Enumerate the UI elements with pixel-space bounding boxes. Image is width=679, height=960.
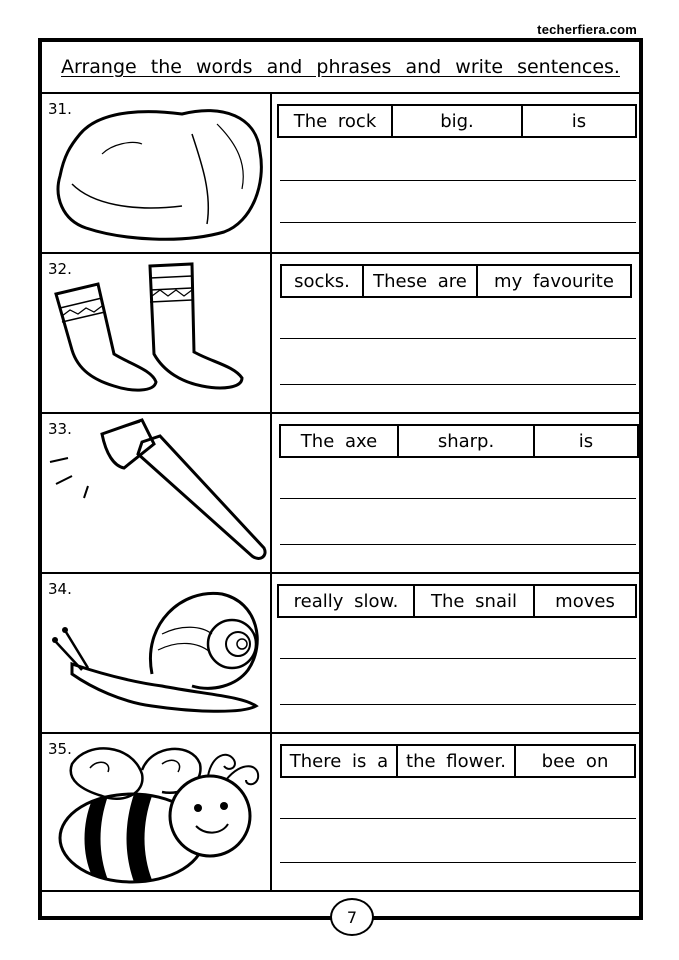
picture-cell bbox=[42, 414, 272, 572]
word-box: socks. bbox=[282, 266, 364, 296]
word-box: the flower. bbox=[398, 746, 516, 776]
word-box: These are bbox=[364, 266, 478, 296]
answer-line-1[interactable] bbox=[280, 498, 636, 499]
word-box-group bbox=[280, 264, 632, 298]
answer-line-1[interactable] bbox=[280, 658, 636, 659]
word-box-group bbox=[277, 584, 637, 618]
word-box: is bbox=[571, 110, 587, 132]
word-box: There is a bbox=[282, 746, 398, 776]
exercise-row-35 bbox=[42, 734, 639, 892]
word-box: moves bbox=[555, 590, 615, 612]
picture-cell bbox=[42, 254, 272, 412]
word-box: is bbox=[578, 430, 594, 452]
word-box-group bbox=[279, 424, 639, 458]
exercise-number: 34. bbox=[48, 580, 72, 598]
word-box: bee on bbox=[541, 750, 609, 772]
picture-cell bbox=[42, 734, 272, 892]
instruction-title bbox=[42, 42, 639, 94]
brand-logo: techerfiera.com bbox=[537, 22, 637, 37]
picture-cell bbox=[42, 574, 272, 732]
answer-line-2[interactable] bbox=[280, 862, 636, 863]
word-box: my favourite bbox=[494, 270, 614, 292]
axe-illustration bbox=[42, 414, 272, 572]
answer-line-2[interactable] bbox=[280, 704, 636, 705]
answer-line-1[interactable] bbox=[280, 338, 636, 339]
snail-illustration bbox=[42, 574, 272, 732]
exercise-row-34 bbox=[42, 574, 639, 734]
word-box: really slow. bbox=[279, 586, 415, 616]
word-box: The rock bbox=[279, 106, 393, 136]
instruction-text: Arrange the words and phrases and write sentences. bbox=[61, 56, 620, 78]
exercise-number: 35. bbox=[48, 740, 72, 758]
exercise-row-33 bbox=[42, 414, 639, 574]
socks-illustration bbox=[42, 254, 272, 412]
page-number: 7 bbox=[330, 898, 374, 936]
word-box: big. bbox=[393, 106, 523, 136]
exercise-number: 32. bbox=[48, 260, 72, 278]
exercise-number: 31. bbox=[48, 100, 72, 118]
word-box-group bbox=[280, 744, 636, 778]
word-box: sharp. bbox=[399, 426, 535, 456]
word-box: The snail bbox=[415, 586, 535, 616]
answer-line-1[interactable] bbox=[280, 818, 636, 819]
answer-line-2[interactable] bbox=[280, 544, 636, 545]
word-box: The axe bbox=[281, 426, 399, 456]
answer-line-2[interactable] bbox=[280, 384, 636, 385]
exercise-row-32 bbox=[42, 254, 639, 414]
answer-line-2[interactable] bbox=[280, 222, 636, 223]
picture-cell bbox=[42, 94, 272, 252]
exercise-number: 33. bbox=[48, 420, 72, 438]
answer-line-1[interactable] bbox=[280, 180, 636, 181]
exercise-row-31 bbox=[42, 94, 639, 254]
word-box-group bbox=[277, 104, 637, 138]
bee-illustration bbox=[42, 734, 272, 892]
worksheet bbox=[38, 38, 643, 920]
rock-illustration bbox=[42, 94, 272, 252]
